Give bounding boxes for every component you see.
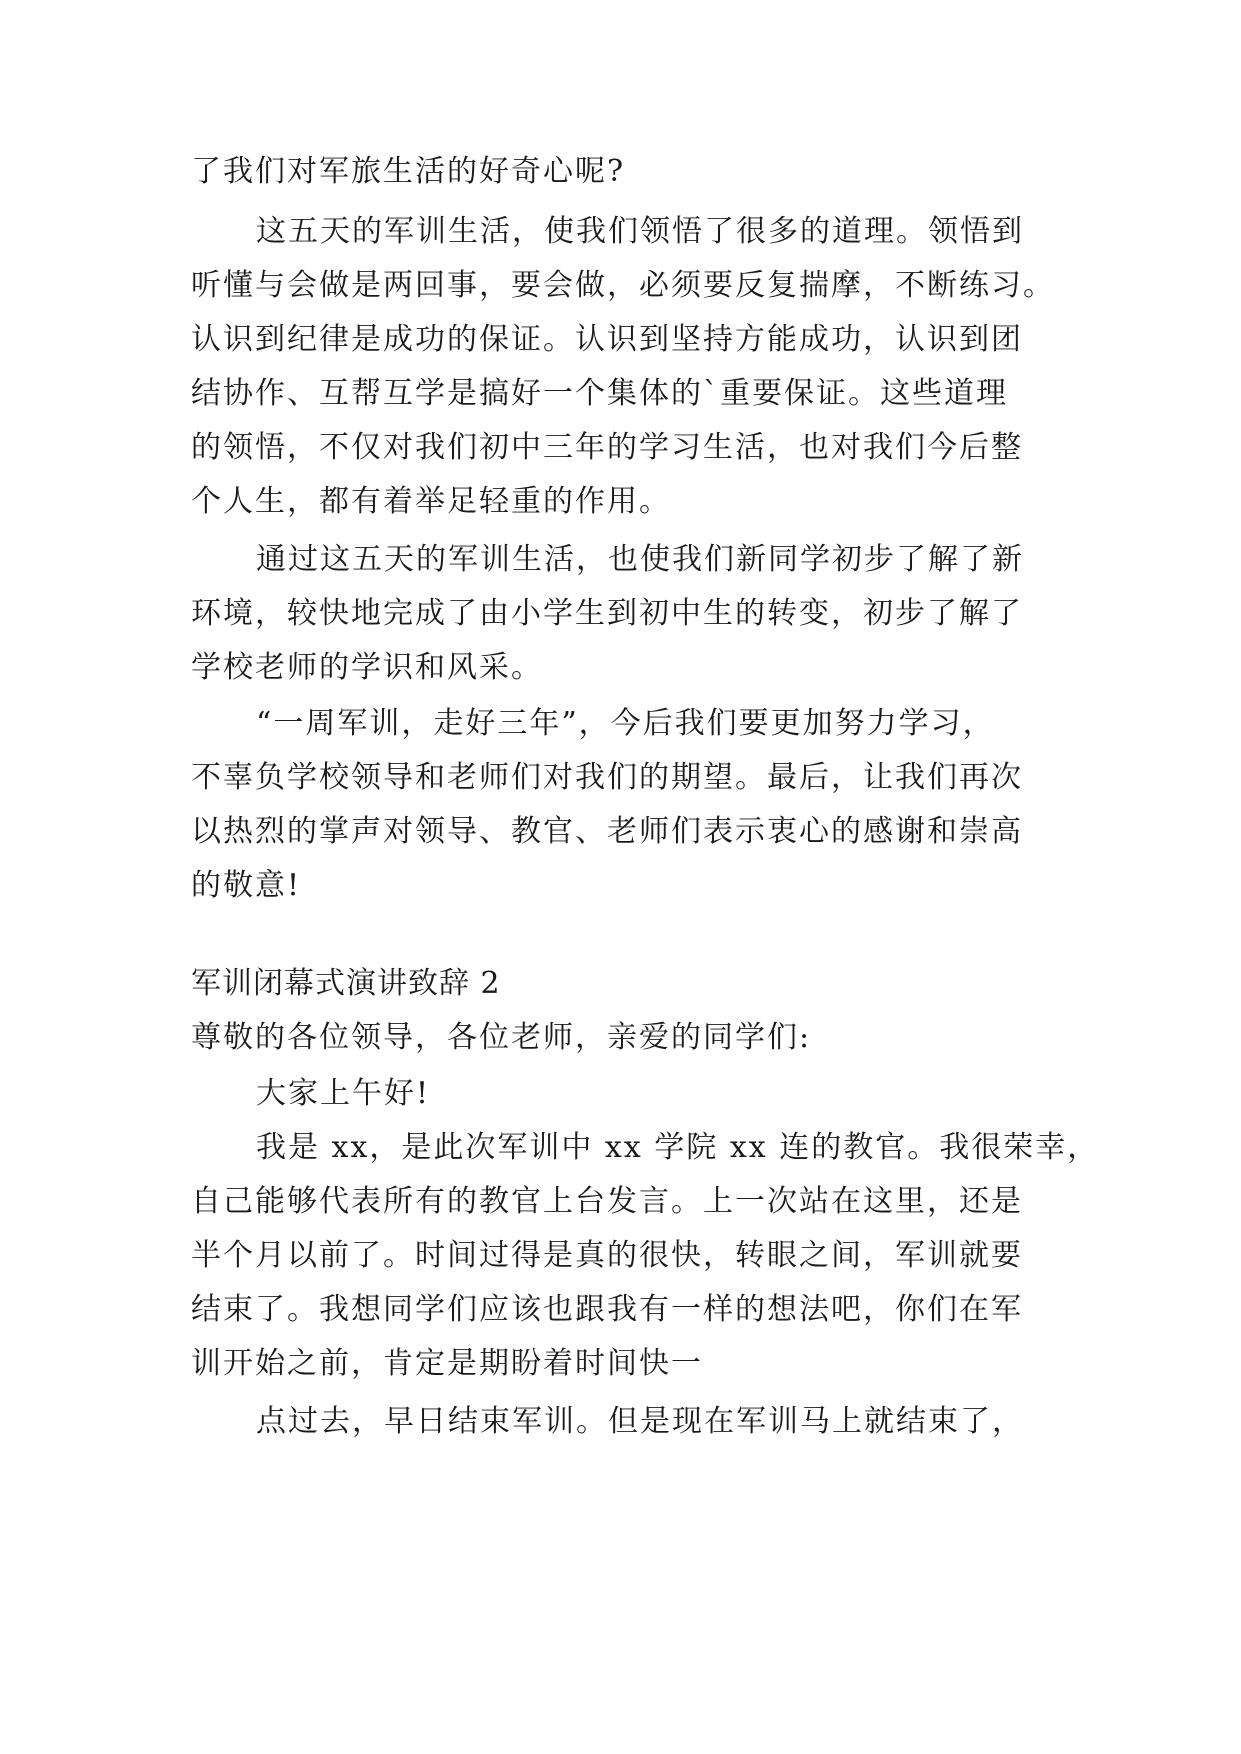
section-title: 军训闭幕式演讲致辞 2 bbox=[191, 966, 501, 1001]
text-line: 的敬意! bbox=[191, 868, 302, 903]
text-line: 半个月以前了。时间过得是真的很快，转眼之间，军训就要 bbox=[191, 1238, 1023, 1273]
text-line: 以热烈的掌声对领导、教官、老师们表示衷心的感谢和崇高 bbox=[191, 814, 1023, 849]
text-line: 我是 xx，是此次军训中 xx 学院 xx 连的教官。我很荣幸， bbox=[256, 1130, 1100, 1165]
text-line: 学校老师的学识和风采。 bbox=[191, 650, 543, 685]
text-line: 点过去，早日结束军训。但是现在军训马上就结束了， bbox=[256, 1404, 1024, 1439]
text-line: 这五天的军训生活，使我们领悟了很多的道理。领悟到 bbox=[256, 214, 1024, 249]
text-line: 认识到纪律是成功的保证。认识到坚持方能成功，认识到团 bbox=[191, 322, 1023, 357]
text-line: “一周军训，走好三年”，今后我们要更加努力学习， bbox=[256, 706, 995, 741]
text-line: 的领悟，不仅对我们初中三年的学习生活，也对我们今后整 bbox=[191, 430, 1023, 465]
text-line: 了我们对军旅生活的好奇心呢? bbox=[191, 154, 626, 189]
text-line: 结束了。我想同学们应该也跟我有一样的想法吧，你们在军 bbox=[191, 1292, 1023, 1327]
text-line: 通过这五天的军训生活，也使我们新同学初步了解了新 bbox=[256, 542, 1024, 577]
text-line: 训开始之前，肯定是期盼着时间快一 bbox=[191, 1346, 703, 1381]
text-line: 结协作、互帮互学是搞好一个集体的`重要保证。这些道理 bbox=[191, 376, 1008, 411]
greeting: 大家上午好! bbox=[256, 1076, 431, 1111]
text-line: 听懂与会做是两回事，要会做，必须要反复揣摩，不断练习。 bbox=[191, 268, 1055, 303]
text-line: 个人生，都有着举足轻重的作用。 bbox=[191, 484, 671, 519]
text-line: 环境，较快地完成了由小学生到初中生的转变，初步了解了 bbox=[191, 596, 1023, 631]
text-line: 不辜负学校领导和老师们对我们的期望。最后，让我们再次 bbox=[191, 760, 1023, 795]
text-line: 自己能够代表所有的教官上台发言。上一次站在这里，还是 bbox=[191, 1184, 1023, 1219]
salutation: 尊敬的各位领导，各位老师，亲爱的同学们: bbox=[191, 1020, 812, 1055]
